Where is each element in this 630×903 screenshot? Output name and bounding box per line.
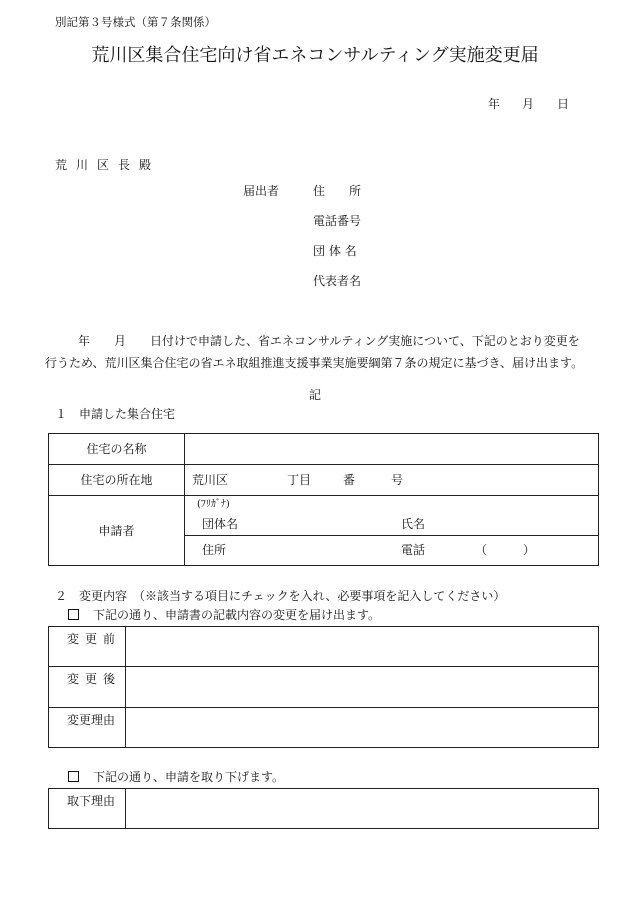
section1-title: １ 申請した集合住宅	[55, 407, 176, 421]
notifier-address-label: 住 所	[313, 184, 362, 198]
checkbox-withdraw[interactable]	[68, 771, 79, 782]
page-title: 荒川区集合住宅向け省エネコンサルティング実施変更届	[91, 45, 539, 66]
change-table	[48, 626, 599, 748]
housing-address-field[interactable]	[185, 465, 599, 496]
change-after-label: 変更後	[49, 667, 126, 708]
person-name-label: 氏名	[401, 517, 426, 531]
phone-paren-open: （	[475, 543, 488, 557]
housing-address-label: 住宅の所在地	[49, 465, 185, 496]
section2-title: ２ 変更内容 （※該当する項目にチェックを入れ、必要事項を記入してください）	[55, 589, 506, 603]
housing-name-field[interactable]	[185, 434, 599, 465]
notifier-label: 届出者	[243, 184, 280, 198]
applicant-row-1	[49, 496, 599, 536]
address-ban: 番	[343, 473, 356, 487]
residence-label: 住所	[202, 543, 227, 557]
phone-label: 電話	[401, 543, 426, 557]
option-change[interactable]	[68, 609, 380, 621]
addressee: 荒川区長殿	[55, 158, 161, 172]
body-line-2: 行うため、荒川区集合住宅の省エネ取組推進支援事業実施要綱第７条の規定に基づき、届け出ます。	[45, 356, 584, 370]
applicant-contact-field[interactable]	[185, 536, 599, 566]
notifier-group-label: 団 体 名	[313, 244, 357, 258]
body-line-1: 年 月 日付けで申請した、省エネコンサルティング実施について、下記のとおり変更を	[78, 334, 580, 348]
withdraw-reason-row	[49, 789, 599, 829]
change-reason-label: 変更理由	[49, 708, 126, 748]
housing-table	[48, 433, 599, 566]
furigana-label: (ﾌﾘｶﾞﾅ)	[197, 499, 230, 510]
withdraw-reason-field[interactable]	[126, 789, 599, 829]
group-name-label: 団体名	[202, 517, 239, 531]
applicant-label: 申請者	[49, 496, 185, 566]
note-heading: 記	[308, 388, 321, 402]
option-change-label: 下記の通り、申請書の記載内容の変更を届け出ます。	[93, 608, 381, 622]
checkbox-change[interactable]	[68, 609, 79, 620]
date-month-label: 月	[522, 97, 535, 111]
phone-paren-close: ）	[523, 543, 536, 557]
withdraw-table	[48, 788, 599, 829]
change-reason-row	[49, 708, 599, 748]
change-reason-field[interactable]	[126, 708, 599, 748]
change-before-label: 変更前	[49, 627, 126, 667]
form-reference: 別記第３号様式（第７条関係）	[55, 15, 216, 29]
change-before-row	[49, 627, 599, 667]
change-after-field[interactable]	[126, 667, 599, 708]
body-paragraph	[45, 330, 590, 374]
address-chome: 丁目	[287, 473, 312, 487]
notifier-representative-label: 代表者名	[313, 274, 362, 288]
date-day-label: 日	[557, 97, 570, 111]
housing-name-label: 住宅の名称	[49, 434, 185, 465]
date-year-label: 年	[488, 97, 501, 111]
withdraw-reason-label: 取下理由	[49, 789, 126, 829]
notifier-phone-label: 電話番号	[313, 214, 362, 228]
option-withdraw-label: 下記の通り、申請を取り下げます。	[93, 770, 285, 784]
change-after-row	[49, 667, 599, 708]
applicant-group-field[interactable]	[185, 496, 599, 536]
option-withdraw[interactable]	[68, 771, 284, 783]
housing-address-row	[49, 465, 599, 496]
change-before-field[interactable]	[126, 627, 599, 667]
housing-name-row	[49, 434, 599, 465]
address-go: 号	[391, 473, 404, 487]
address-ward: 荒川区	[192, 473, 229, 487]
